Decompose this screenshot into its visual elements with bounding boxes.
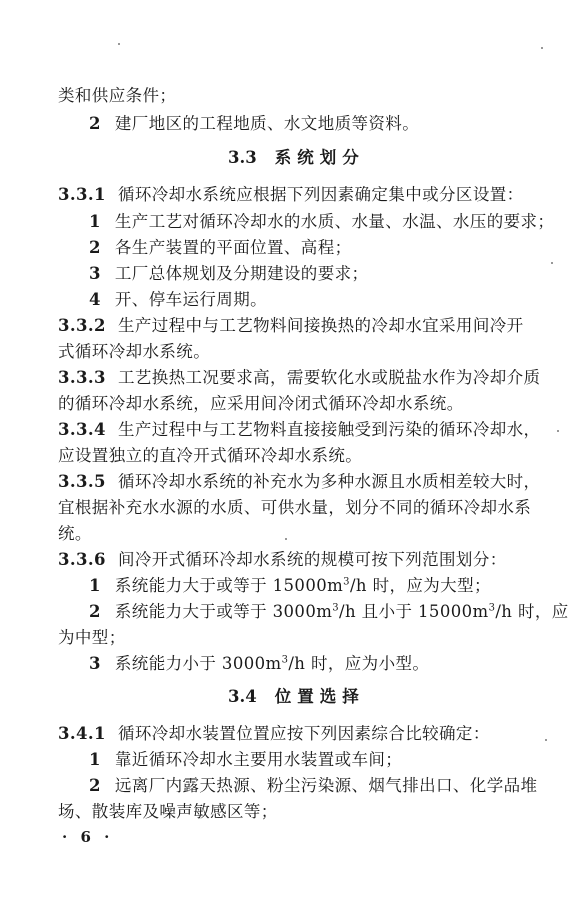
clause-number: 3.3.1 (58, 185, 106, 204)
superscript: 3 (343, 576, 350, 588)
text-line (58, 393, 464, 415)
clause-text: 工艺换热工况要求高，需要软化水或脱盐水作为冷却介质 (117, 368, 541, 387)
clause-text: 的循环冷却水系统，应采用间冷闭式循环冷却水系统。 (58, 394, 464, 413)
scan-speck (551, 262, 553, 264)
item-number: 2 (89, 114, 101, 133)
scan-speck (557, 430, 559, 432)
item-text: 系统能力大于或等于 15000m (114, 576, 344, 595)
clause-text: 应设置独立的直冷开式循环冷却水系统。 (58, 446, 363, 465)
clause-text: 生产过程中与工艺物料直接接触受到污染的循环冷却水， (117, 420, 541, 439)
clause-text: 循环冷却水系统的补充水为多种水源且水质相差较大时， (117, 472, 541, 491)
item-text: 开、停车运行周期。 (114, 290, 267, 309)
list-item (89, 653, 429, 675)
text-line (58, 627, 126, 649)
list-item (89, 775, 537, 797)
superscript: 3 (281, 654, 289, 666)
clause-text: 间冷开式循环冷却水系统的规模可按下列范围划分： (117, 550, 507, 569)
scan-speck (545, 739, 547, 741)
page-number: · 6 · (62, 828, 114, 846)
clause-number: 3.3.3 (58, 368, 106, 387)
text-line (58, 85, 176, 107)
text-span: 类和供应条件； (58, 86, 177, 105)
item-text: 为中型； (58, 628, 126, 647)
clause-number: 3.3.2 (58, 316, 106, 335)
scan-speck (285, 538, 287, 540)
clause-3-3-5 (58, 471, 540, 493)
item-number: 2 (89, 776, 101, 795)
text-line (58, 497, 531, 519)
section-title: 位置选择 (274, 687, 365, 706)
clause-3-3-3 (58, 367, 540, 389)
item-text: 靠近循环冷却水主要用水装置或车间； (114, 750, 403, 769)
text-line (58, 445, 362, 467)
scan-speck (118, 43, 120, 45)
item-number: 4 (89, 290, 101, 309)
section-number: 3.4 (228, 687, 257, 706)
clause-3-3-1 (58, 184, 524, 206)
text-line (58, 341, 210, 363)
item-text: /h 时，应 (495, 602, 569, 621)
clause-3-3-4 (58, 419, 540, 441)
section-heading-3-3 (228, 147, 365, 169)
item-text: 远离厂内露天热源、粉尘污染源、烟气排出口、化学品堆 (114, 776, 538, 795)
item-text: 各生产装置的平面位置、高程； (114, 238, 352, 257)
clause-3-3-6 (58, 549, 507, 571)
clause-text: 生产过程中与工艺物料间接换热的冷却水宜采用间冷开 (117, 316, 524, 335)
text-line (58, 523, 92, 545)
superscript: 3 (332, 602, 340, 614)
list-item (89, 237, 352, 259)
item-number: 1 (89, 212, 101, 231)
section-heading-3-4 (228, 686, 365, 708)
list-item (89, 575, 491, 597)
clause-number: 3.3.5 (58, 472, 106, 491)
list-item (89, 263, 368, 285)
section-title: 系统划分 (274, 148, 365, 167)
section-number: 3.3 (228, 148, 257, 167)
list-item (89, 289, 267, 311)
item-number: 2 (89, 602, 101, 621)
superscript: 3 (488, 602, 496, 614)
item-text: 生产工艺对循环冷却水的水质、水量、水温、水压的要求； (114, 212, 555, 231)
clause-number: 3.3.4 (58, 420, 106, 439)
item-text: 系统能力小于 3000m (114, 654, 282, 673)
item-number: 3 (89, 264, 101, 283)
clause-3-4-1 (58, 723, 490, 745)
item-number: 2 (89, 238, 101, 257)
list-item (89, 749, 402, 771)
scan-speck (541, 47, 543, 49)
clause-number: 3.4.1 (58, 724, 106, 743)
item-text: /h 时，应为小型。 (288, 654, 430, 673)
list-item (89, 601, 569, 623)
item-text: /h 时，应为大型； (349, 576, 491, 595)
item-number: 1 (89, 576, 101, 595)
item-text: 系统能力大于或等于 3000m (114, 602, 333, 621)
clause-text: 宜根据补充水水源的水质、可供水量，划分不同的循环冷却水系 (58, 498, 532, 517)
item-text: /h 且小于 15000m (339, 602, 489, 621)
item-text: 场、散装库及噪声敏感区等； (58, 802, 278, 821)
item-number: 3 (89, 654, 101, 673)
clause-text: 循环冷却水系统应根据下列因素确定集中或分区设置： (117, 185, 524, 204)
list-item (89, 211, 554, 233)
item-text: 建厂地区的工程地质、水文地质等资料。 (114, 114, 420, 133)
item-number: 1 (89, 750, 101, 769)
item-text: 工厂总体规划及分期建设的要求； (114, 264, 369, 283)
clause-text: 式循环冷却水系统。 (58, 342, 211, 361)
clause-number: 3.3.6 (58, 550, 106, 569)
list-item (89, 113, 419, 135)
clause-text: 统。 (58, 524, 92, 543)
text-line (58, 801, 278, 823)
clause-text: 循环冷却水装置位置应按下列因素综合比较确定： (117, 724, 490, 743)
clause-3-3-2 (58, 315, 524, 337)
